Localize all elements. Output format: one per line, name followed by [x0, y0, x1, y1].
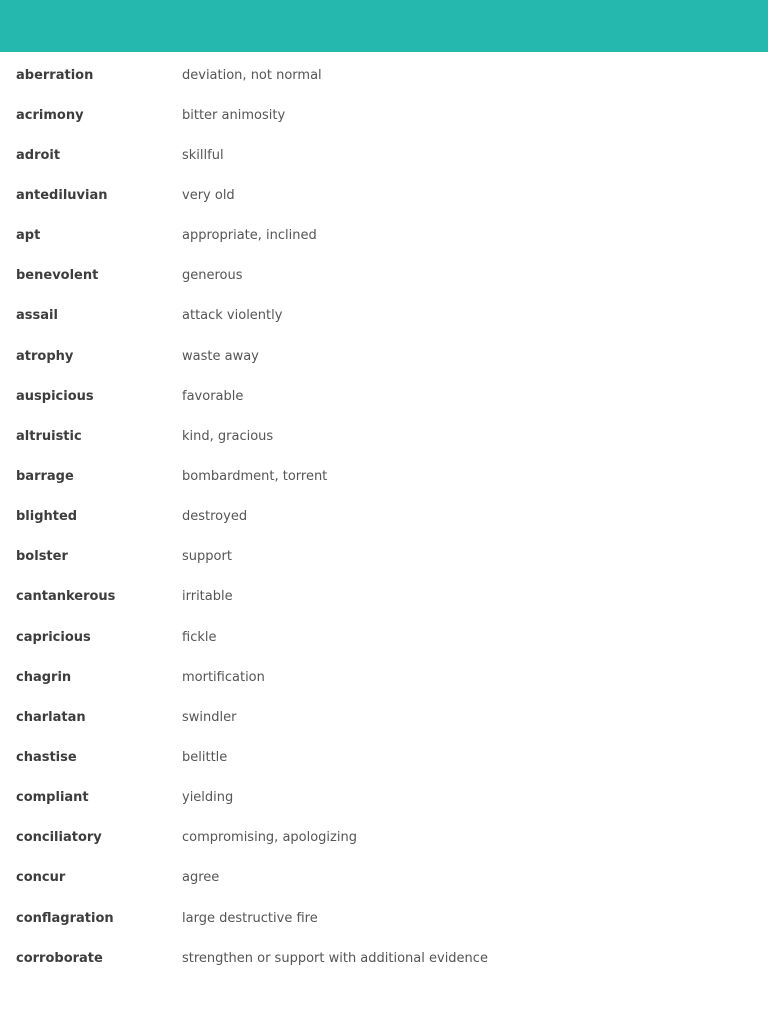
vocabulary-row — [0, 938, 768, 978]
vocabulary-row — [0, 216, 768, 256]
vocabulary-row — [0, 697, 768, 737]
vocabulary-definition: kind, gracious — [182, 428, 274, 444]
vocabulary-row — [0, 818, 768, 858]
vocabulary-definition: compromising, apologizing — [182, 830, 357, 846]
vocabulary-row — [0, 135, 768, 175]
vocabulary-term: chagrin — [16, 669, 72, 685]
vocabulary-row — [0, 416, 768, 456]
vocabulary-term: benevolent — [16, 268, 99, 284]
vocabulary-term: conciliatory — [16, 830, 102, 846]
vocabulary-term: capricious — [16, 629, 91, 645]
vocabulary-definition: belittle — [182, 749, 228, 765]
vocabulary-term: conflagration — [16, 910, 114, 926]
vocabulary-row — [0, 737, 768, 777]
vocabulary-row — [0, 456, 768, 496]
vocabulary-definition: irritable — [182, 589, 233, 605]
vocabulary-definition: agree — [182, 870, 220, 886]
vocabulary-row — [0, 537, 768, 577]
vocabulary-row — [0, 376, 768, 416]
vocabulary-term: concur — [16, 870, 66, 886]
vocabulary-row — [0, 778, 768, 818]
vocabulary-definition: support — [182, 549, 232, 565]
vocabulary-definition: bitter animosity — [182, 107, 286, 123]
vocabulary-definition: waste away — [182, 348, 259, 364]
vocabulary-term: barrage — [16, 468, 74, 484]
vocabulary-definition: appropriate, inclined — [182, 228, 317, 244]
vocabulary-row — [0, 657, 768, 697]
vocabulary-definition: swindler — [182, 709, 237, 725]
vocabulary-definition: skillful — [182, 147, 224, 163]
vocabulary-term: bolster — [16, 549, 68, 565]
vocabulary-term: charlatan — [16, 709, 86, 725]
vocabulary-row — [0, 175, 768, 215]
vocabulary-row — [0, 577, 768, 617]
vocabulary-row — [0, 336, 768, 376]
vocabulary-term: compliant — [16, 790, 89, 806]
vocabulary-row — [0, 497, 768, 537]
vocabulary-term: assail — [16, 308, 58, 324]
vocabulary-term: auspicious — [16, 388, 94, 404]
vocabulary-definition: very old — [182, 187, 235, 203]
vocabulary-term: adroit — [16, 147, 61, 163]
vocabulary-term: altruistic — [16, 428, 82, 444]
vocabulary-definition: yielding — [182, 790, 234, 806]
vocabulary-term: chastise — [16, 749, 77, 765]
vocabulary-definition: favorable — [182, 388, 244, 404]
vocabulary-row — [0, 296, 768, 336]
vocabulary-definition: destroyed — [182, 509, 248, 525]
vocabulary-term: cantankerous — [16, 589, 116, 605]
vocabulary-term: blighted — [16, 509, 78, 525]
vocabulary-list — [0, 55, 768, 978]
vocabulary-definition: fickle — [182, 629, 217, 645]
vocabulary-definition: bombardment, torrent — [182, 468, 328, 484]
vocabulary-definition: deviation, not normal — [182, 67, 322, 83]
vocabulary-term: acrimony — [16, 107, 84, 123]
vocabulary-row — [0, 55, 768, 95]
vocabulary-definition: generous — [182, 268, 243, 284]
vocabulary-definition: attack violently — [182, 308, 283, 324]
vocabulary-definition: large destructive fire — [182, 910, 318, 926]
vocabulary-term: aberration — [16, 67, 94, 83]
header-bar — [0, 0, 768, 52]
vocabulary-term: atrophy — [16, 348, 74, 364]
vocabulary-definition: mortification — [182, 669, 265, 685]
vocabulary-term: apt — [16, 228, 41, 244]
vocabulary-row — [0, 898, 768, 938]
vocabulary-definition: strengthen or support with additional evidence — [182, 950, 488, 966]
vocabulary-term: corroborate — [16, 950, 103, 966]
vocabulary-row — [0, 95, 768, 135]
vocabulary-row — [0, 858, 768, 898]
vocabulary-row — [0, 617, 768, 657]
vocabulary-term: antediluvian — [16, 187, 108, 203]
vocabulary-row — [0, 256, 768, 296]
